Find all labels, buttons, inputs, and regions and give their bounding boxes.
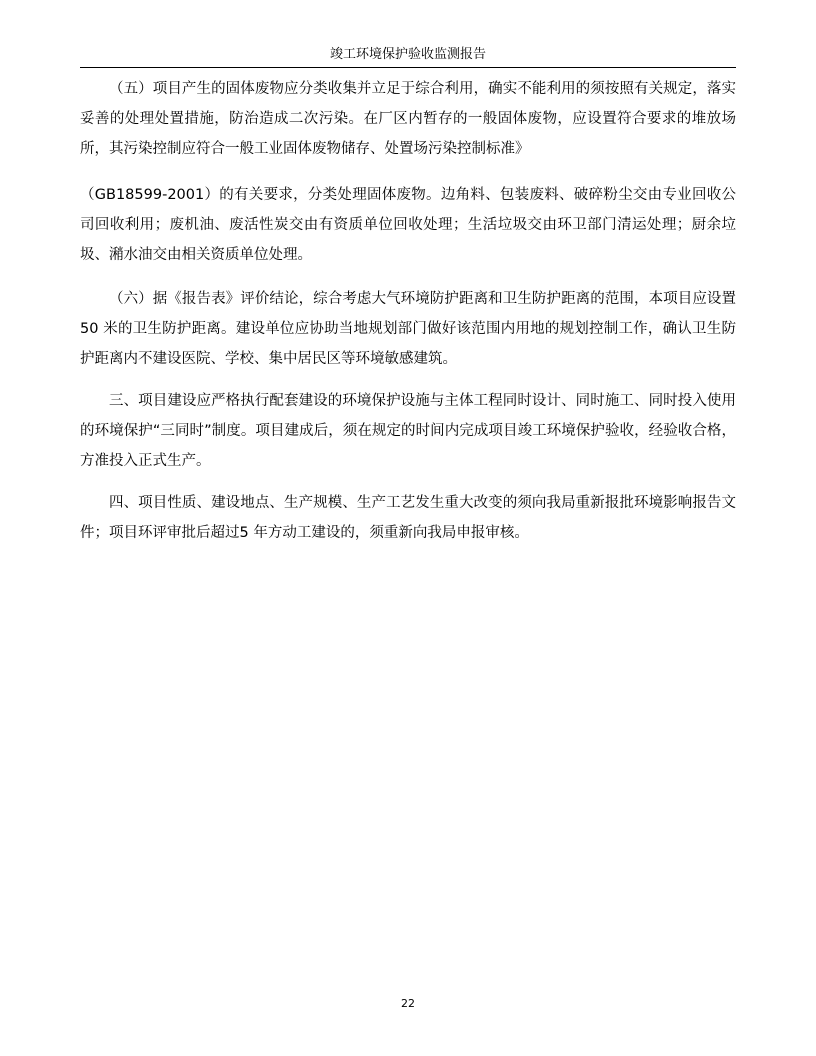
page-number: 22 [401, 997, 415, 1010]
paragraph-solid-waste-standard: （GB18599-2001）的有关要求，分类处理固体废物。边角料、包装废料、破碎粉尘交由专业回收公司回收利用；废机油、废活性炭交由有资质单位回收处理；生活垃圾交由环卫部门清运处理；厨余垃圾、潲水油交由相关资质单位处理。 [80, 187, 736, 263]
paragraph-three-simultaneous: 三、项目建设应严格执行配套建设的环境保护设施与主体工程同时设计、同时施工、同时投入使用的环境保护“三同时”制度。项目建成后，须在规定的时间内完成项目竣工环境保护验收，经验收合格，方准投入正式生产。 [80, 393, 736, 469]
paragraph-health-protection-distance: （六）据《报告表》评价结论，综合考虑大气环境防护距离和卫生防护距离的范围，本项目应设置 50 米的卫生防护距离。建设单位应协助当地规划部门做好该范围内用地的规划控制工作，确认卫生防护距离内不建设医院、学校、集中居民区等环境敏感建筑。 [80, 291, 736, 367]
document-body [80, 74, 736, 560]
paragraph-major-change: 四、项目性质、建设地点、生产规模、生产工艺发生重大改变的须向我局重新报批环境影响报告文件；项目环评审批后超过5 年方动工建设的，须重新向我局申报审核。 [80, 495, 736, 541]
running-header: 竣工环境保护验收监测报告 [329, 47, 486, 62]
header-rule [80, 67, 736, 68]
paragraph-solid-waste: （五）项目产生的固体废物应分类收集并立足于综合利用，确实不能利用的须按照有关规定，落实妥善的处理处置措施，防治造成二次污染。在厂区内暂存的一般固体废物，应设置符合要求的堆放场所，其污染控制应符合一般工业固体废物储存、处置场污染控制标准》 [80, 81, 736, 157]
